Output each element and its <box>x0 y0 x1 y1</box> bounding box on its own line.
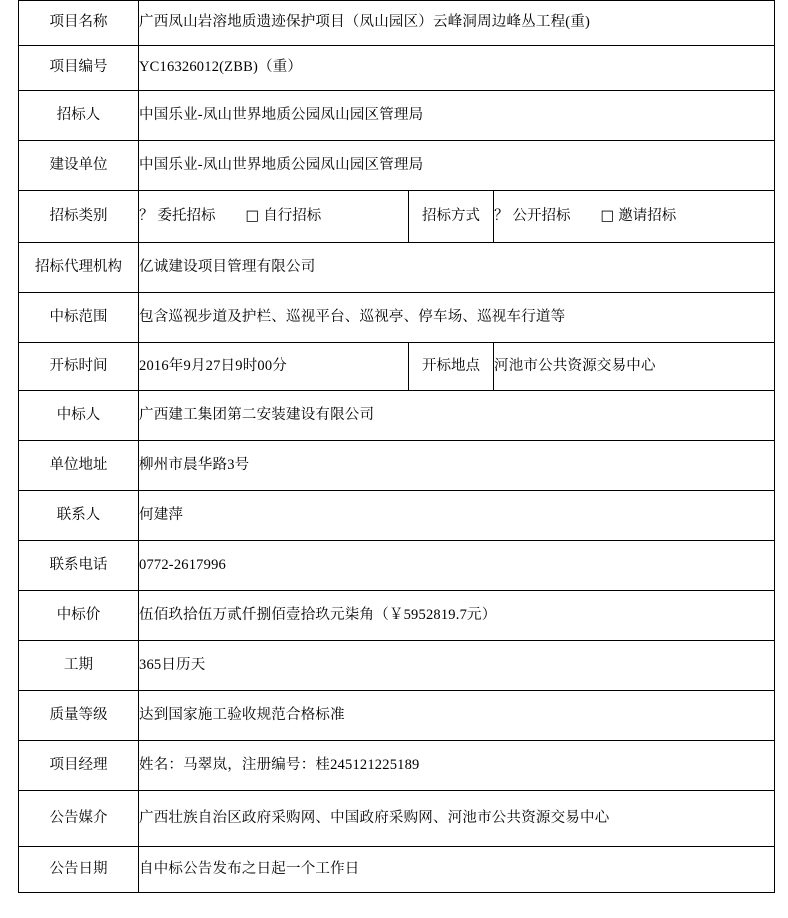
row-label-duration: 工期 <box>19 641 139 691</box>
row-value-winning-scope: 包含巡视步道及护栏、巡视平台、巡视亭、停车场、巡视车行道等 <box>139 293 775 343</box>
row-value-unit-address: 柳州市晨华路3号 <box>139 441 775 491</box>
row-label-bid-opening-place: 开标地点 <box>409 343 494 391</box>
table-row <box>19 591 775 641</box>
row-label-tender-method: 招标方式 <box>409 191 494 243</box>
option-public-tender-label: 公开招标 <box>512 207 571 224</box>
table-row <box>19 293 775 343</box>
row-value-winner: 广西建工集团第二安装建设有限公司 <box>139 391 775 441</box>
table-row <box>19 741 775 791</box>
row-label-tender-type: 招标类别 <box>19 191 139 243</box>
row-value-bid-opening-time: 2016年9月27日9时00分 <box>139 343 409 391</box>
row-label-project-code: 项目编号 <box>19 46 139 91</box>
row-value-duration: 365日历天 <box>139 641 775 691</box>
table-row <box>19 491 775 541</box>
table-row <box>19 141 775 191</box>
table-row <box>19 641 775 691</box>
row-label-quality-grade: 质量等级 <box>19 691 139 741</box>
row-value-tenderer: 中国乐业-凤山世界地质公园凤山园区管理局 <box>139 91 775 141</box>
table-row <box>19 46 775 91</box>
bid-result-table <box>18 0 775 893</box>
row-value-announcement-media: 广西壮族自治区政府采购网、中国政府采购网、河池市公共资源交易中心 <box>139 791 775 847</box>
row-label-winning-price: 中标价 <box>19 591 139 641</box>
option-public-tender[interactable] <box>494 206 571 227</box>
row-value-contact-phone: 0772-2617996 <box>139 541 775 591</box>
table-row <box>19 541 775 591</box>
option-entrusted-tender-label: 委托招标 <box>157 207 216 224</box>
table-row <box>19 791 775 847</box>
row-label-tenderer: 招标人 <box>19 91 139 141</box>
row-label-announcement-date: 公告日期 <box>19 847 139 893</box>
table-row <box>19 691 775 741</box>
row-value-project-manager: 姓名：马翠岚，注册编号：桂245121225189 <box>139 741 775 791</box>
row-value-announcement-date: 自中标公告发布之日起一个工作日 <box>139 847 775 893</box>
option-self-tender[interactable] <box>246 206 322 227</box>
row-value-quality-grade: 达到国家施工验收规范合格标准 <box>139 691 775 741</box>
row-value-bid-opening-place: 河池市公共资源交易中心 <box>494 343 775 391</box>
checkbox-marked-icon: ？ <box>494 207 509 224</box>
row-label-unit-address: 单位地址 <box>19 441 139 491</box>
option-entrusted-tender[interactable] <box>139 206 216 227</box>
row-label-winning-scope: 中标范围 <box>19 293 139 343</box>
checkbox-marked-icon: ？ <box>139 207 154 224</box>
row-label-winner: 中标人 <box>19 391 139 441</box>
table-row-tender-type <box>19 191 775 243</box>
row-label-project-name: 项目名称 <box>19 1 139 46</box>
tender-type-options <box>139 191 409 243</box>
row-value-agency: 亿诚建设项目管理有限公司 <box>139 243 775 293</box>
tender-method-options <box>494 191 775 243</box>
table-row-bid-opening <box>19 343 775 391</box>
row-label-contact-phone: 联系电话 <box>19 541 139 591</box>
row-label-agency: 招标代理机构 <box>19 243 139 293</box>
table-row <box>19 441 775 491</box>
row-value-project-code: YC16326012(ZBB)（重） <box>139 46 775 91</box>
row-label-announcement-media: 公告媒介 <box>19 791 139 847</box>
row-value-project-name: 广西凤山岩溶地质遗迹保护项目（凤山园区）云峰洞周边峰丛工程(重) <box>139 1 775 46</box>
row-label-construction-unit: 建设单位 <box>19 141 139 191</box>
checkbox-empty-icon: □ <box>245 207 260 224</box>
checkbox-empty-icon: □ <box>600 207 615 224</box>
row-label-project-manager: 项目经理 <box>19 741 139 791</box>
row-label-contact-person: 联系人 <box>19 491 139 541</box>
row-value-construction-unit: 中国乐业-凤山世界地质公园凤山园区管理局 <box>139 141 775 191</box>
table-row <box>19 1 775 46</box>
table-row <box>19 847 775 893</box>
table-row <box>19 243 775 293</box>
table-row <box>19 91 775 141</box>
row-value-contact-person: 何建萍 <box>139 491 775 541</box>
option-invited-tender[interactable] <box>601 206 677 227</box>
option-self-tender-label: 自行招标 <box>263 207 322 224</box>
row-value-winning-price: 伍佰玖拾伍万贰仟捌佰壹拾玖元柒角（￥5952819.7元） <box>139 591 775 641</box>
option-invited-tender-label: 邀请招标 <box>618 207 677 224</box>
row-label-bid-opening-time: 开标时间 <box>19 343 139 391</box>
table-row <box>19 391 775 441</box>
